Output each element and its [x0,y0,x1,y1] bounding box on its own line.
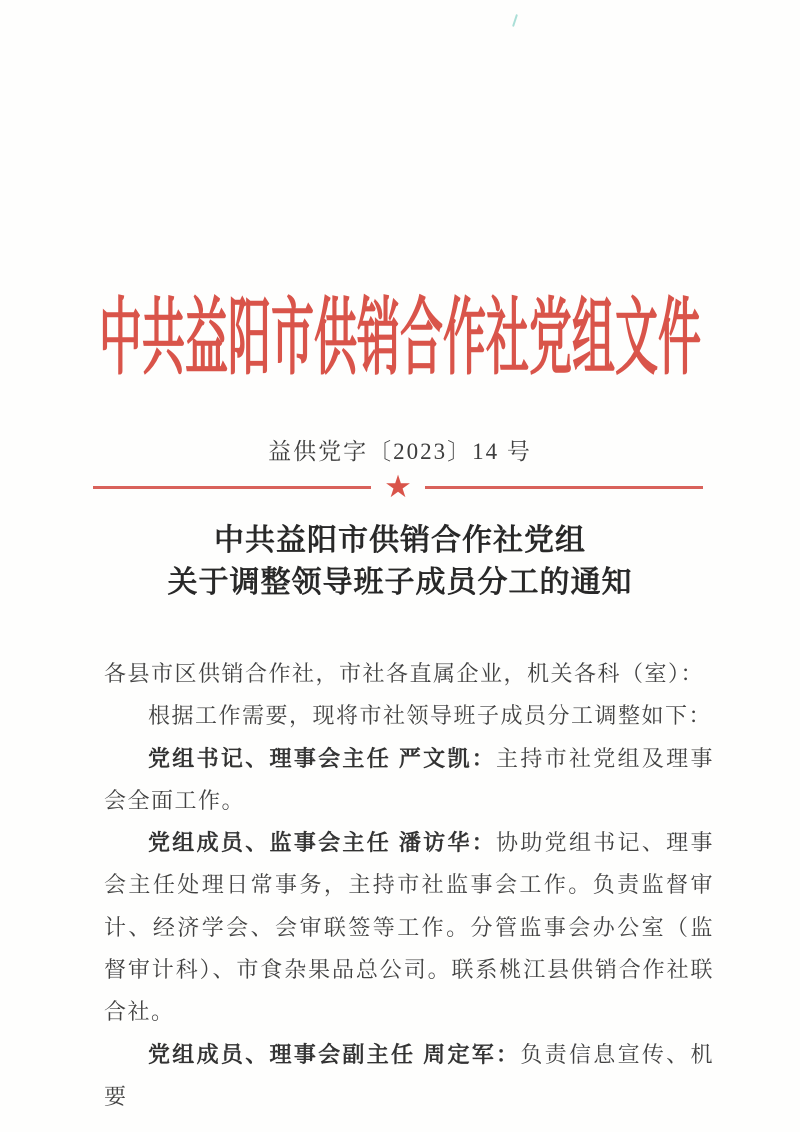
assignment-paragraph [104,822,714,1033]
document-title [0,520,800,604]
salutation-line: 各县市区供销合作社，市社各直属企业，机关各科（室）： [104,661,705,686]
assignment-paragraph [104,738,714,823]
intro-line: 根据工作需要，现将市社领导班子成员分工调整如下： [148,703,713,729]
title-line-1: 中共益阳市供销合作社党组 [214,524,586,557]
assignment-duties: 主持市社党组及理事会全面工作。 [104,745,714,813]
divider-rule-right [425,486,703,489]
assignment-paragraph [104,1034,714,1119]
title-line-2: 关于调整领导班子成员分工的通知 [167,566,633,599]
red-divider [93,468,703,505]
document-number: 益供党字〔2023〕14 号 [268,439,532,464]
assignment-role: 党组书记、理事会主任 严文凯： [148,745,497,771]
scan-artifact [512,14,518,27]
assignment-role: 党组成员、监事会主任 潘访华： [148,830,497,856]
assignment-role: 党组成员、理事会副主任 周定军： [148,1041,521,1067]
red-header-text: 中共益阳市供销合作社党组文件 [99,290,701,388]
assignment-duties: 协助党组书记、理事会主任处理日常事务，主持市社监事会工作。负责监督审计、经济学会、会审联签等工作。分管监事会办公室（监督审计科）、市食杂果品总公司。联系桃江县供销合作社联合社。 [104,830,714,1025]
star-icon: ★ [384,468,412,505]
red-header-banner [0,266,800,398]
divider-rule-left [93,486,371,489]
document-body [104,653,714,1118]
assignment-duties: 负责信息宣传、机要 [104,1041,714,1109]
